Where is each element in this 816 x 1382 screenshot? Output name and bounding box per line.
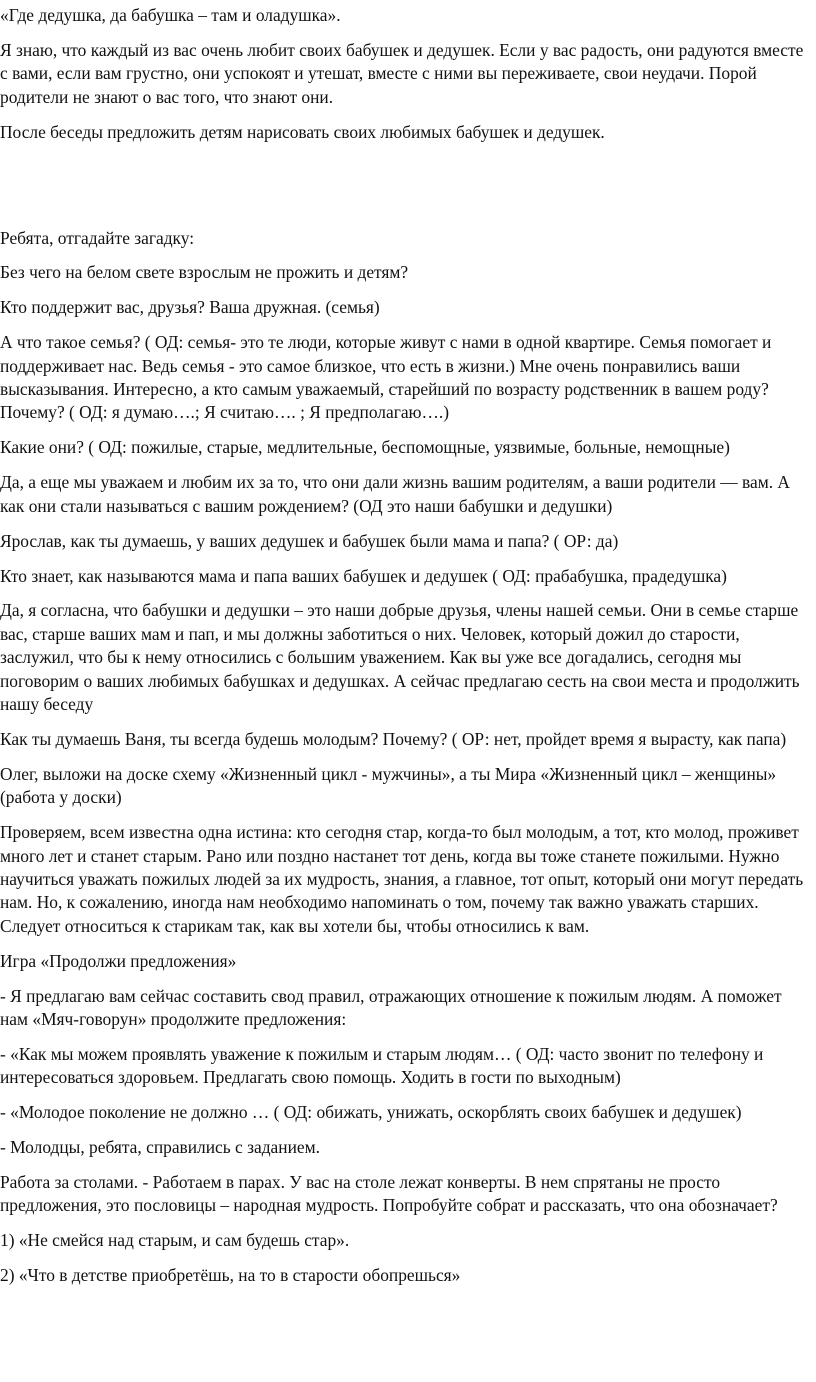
paragraph-respect-love: Да, а еще мы уважаем и любим их за то, что они дали жизнь вашим родителям, а ваши родители — вам. А как они стали называться с вашим рождением? (ОД это наши бабушки и дедушки)	[0, 472, 790, 516]
paragraph-rules-intro: - Я предлагаю вам сейчас составить свод правил, отражающих отношение к пожилым людям. А поможет нам «Мяч-говорун» продолжите предложения:	[0, 985, 782, 1029]
paragraph-riddle-line-1: Без чего на белом свете взрослым не прожить и детям?	[0, 262, 409, 283]
paragraph-table-work: Работа за столами. - Работаем в парах. У вас на столе лежат конверты. В нем спрятаны не просто предложения, это пословицы – народная мудрость. Попробуйте собрат и рассказать, что она обозначает?	[0, 1172, 778, 1216]
paragraph-well-done: - Молодцы, ребята, справились с заданием.	[0, 1137, 320, 1158]
paragraph-game-title: Игра «Продолжи предложения»	[0, 950, 237, 971]
paragraph-great-grandparents: Кто знает, как называются мама и папа ваших бабушек и дедушек ( ОД: прабабушка, прадедушка)	[0, 565, 727, 586]
paragraph-yaroslav-question: Ярослав, как ты думаешь, у ваших дедушек и бабушек были мама и папа? ( ОР: да)	[0, 530, 619, 551]
paragraph-proverb-1: 1) «Не смейся над старым, и сам будешь стар».	[0, 1230, 350, 1251]
paragraph-life-cycle-board: Олег, выложи на доске схему «Жизненный цикл - мужчины», а ты Мира «Жизненный цикл – женщины» (работа у доски)	[0, 763, 777, 808]
paragraph-drawing-task: После беседы предложить детям нарисовать своих любимых бабушек и дедушек.	[0, 121, 605, 142]
paragraph-riddle-line-2: Кто поддержит вас, друзья? Ваша дружная. (семья)	[0, 297, 380, 318]
paragraph-proverb-2: 2) «Что в детстве приобретёшь, на то в старости обопрешься»	[0, 1265, 461, 1286]
paragraph-riddle-intro: Ребята, отгадайте загадку:	[0, 227, 195, 248]
paragraph-sentence-respect: - «Как мы можем проявлять уважение к пожилым и старым людям… ( ОД: часто звонит по телефону и интересоваться здоровьем. Предлагать свою помощь. Ходить в гости по выходным)	[0, 1043, 764, 1088]
blank-space	[0, 156, 808, 227]
paragraph-good-friends: Да, я согласна, что бабушки и дедушки – это наши добрые друзья, члены нашей семьи. Они в семье старше вас, старше ваших мам и пап, и мы должны заботиться о них. Человек, который дожил до старости, заслужил, что бы к нему относились с большим уважением. Как вы уже все догадались, сегодня мы поговорим о ваших любимых бабушках и дедушках. А сейчас предлагаю сесть на свои места и продолжить нашу беседу	[0, 600, 800, 715]
paragraph-what-is-family: А что такое семья? ( ОД: семья- это те люди, которые живут с нами в одной квартире. Семья помогает и поддерживает нас. Ведь семья - это самое близкое, что есть в жизни.) Мне очень понравились ваши высказывания. Интересно, а кто самым уважаемый, старейший по возрасту родственник в вашем роду? Почему? ( ОД: я думаю….; Я считаю…. ; Я предполагаю….)	[0, 332, 772, 423]
paragraph-sentence-young-generation: - «Молодое поколение не должно … ( ОД: обижать, унижать, оскорблять своих бабушек и дедушек)	[0, 1102, 742, 1123]
paragraph-one-truth: Проверяем, всем известна одна истина: кто сегодня стар, когда-то был молодым, а тот, кто молод, проживет много лет и станет старым. Рано или поздно настанет тот день, когда вы тоже станете пожилыми. Нужно научиться уважать пожилых людей за их мудрость, знания, а главное, тот опыт, который они могут передать нам. Но, к сожалению, иногда нам необходимо напоминать о том, почему так важно уважать старших. Следует относиться к старикам так, как вы хотели бы, чтобы относились к вам.	[0, 822, 804, 936]
paragraph-proverb-intro: «Где дедушка, да бабушка – там и оладушка».	[0, 5, 341, 25]
paragraph-vanya-question: Как ты думаешь Ваня, ты всегда будешь молодым? Почему? ( ОР: нет, пройдет время я вырасту, как папа)	[0, 728, 787, 749]
paragraph-what-are-they: Какие они? ( ОД: пожилые, старые, медлительные, беспомощные, уязвимые, больные, немощные)	[0, 437, 730, 458]
paragraph-grandparents-love: Я знаю, что каждый из вас очень любит своих бабушек и дедушек. Если у вас радость, они радуются вместе с вами, если вам грустно, они успокоят и утешат, вместе с ними вы переживаете, свои неудачи. Порой родители не знают о вас того, что знают они.	[0, 39, 804, 107]
